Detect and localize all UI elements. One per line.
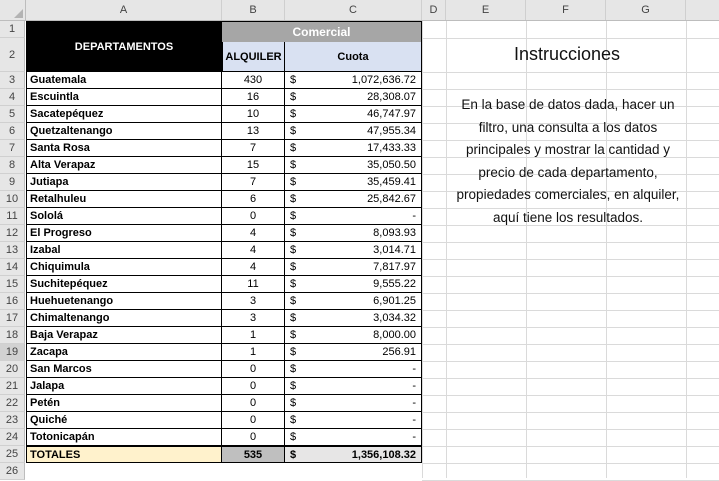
table-cell-alquiler[interactable]: 7 [222, 174, 285, 191]
cuota-value: 256.91 [382, 346, 416, 358]
currency-symbol: $ [290, 295, 297, 307]
currency-symbol: $ [290, 244, 297, 256]
table-cell-alquiler[interactable]: 1 [222, 344, 285, 361]
row-header-12[interactable]: 12 [0, 225, 25, 242]
totals-cuota-value: 1,356,108.32 [351, 449, 416, 461]
cuota-value: 47,955.34 [367, 125, 416, 137]
row-header-18[interactable]: 18 [0, 327, 25, 344]
cuota-value: - [412, 414, 416, 426]
table-cell-cuota[interactable] [285, 242, 422, 259]
gridline-horizontal [422, 242, 719, 243]
row-header-8[interactable]: 8 [0, 157, 25, 174]
select-all-triangle-icon [14, 9, 23, 18]
table-cell-departamento[interactable]: Santa Rosa [26, 140, 222, 157]
row-header-11[interactable]: 11 [0, 208, 25, 225]
table-cell-alquiler[interactable]: 13 [222, 123, 285, 140]
table-cell-departamento[interactable]: Retalhuleu [26, 191, 222, 208]
gridline-horizontal [422, 429, 719, 430]
table-cell-departamento[interactable]: San Marcos [26, 361, 222, 378]
table-cell-alquiler[interactable]: 15 [222, 157, 285, 174]
table-cell-cuota[interactable] [285, 361, 422, 378]
currency-symbol: $ [290, 125, 297, 137]
table-cell-departamento[interactable]: Jutiapa [26, 174, 222, 191]
currency-symbol: $ [290, 210, 297, 222]
currency-symbol: $ [290, 159, 297, 171]
header-comercial-label: Comercial [292, 25, 351, 39]
table-cell-departamento[interactable]: Totonicapán [26, 429, 222, 446]
table-cell-alquiler[interactable]: 11 [222, 276, 285, 293]
gridline-horizontal [422, 327, 719, 328]
totals-alquiler-cell[interactable]: 535 [222, 446, 285, 463]
table-cell-alquiler[interactable]: 0 [222, 412, 285, 429]
table-cell-departamento[interactable]: Sacatepéquez [26, 106, 222, 123]
row-header-19[interactable]: 19 [0, 344, 25, 361]
row-header-5[interactable]: 5 [0, 106, 25, 123]
currency-symbol: $ [290, 431, 297, 443]
currency-symbol: $ [290, 449, 297, 461]
row-header-7[interactable]: 7 [0, 140, 25, 157]
table-cell-departamento[interactable]: Guatemala [26, 72, 222, 89]
gridline-horizontal [422, 395, 719, 396]
column-header-b[interactable]: B [222, 0, 285, 20]
cuota-value: 8,000.00 [373, 329, 416, 341]
table-cell-alquiler[interactable]: 0 [222, 361, 285, 378]
cuota-value: 46,747.97 [367, 108, 416, 120]
row-header-14[interactable]: 14 [0, 259, 25, 276]
table-cell-alquiler[interactable]: 0 [222, 429, 285, 446]
select-all-corner[interactable] [0, 0, 26, 20]
table-cell-cuota[interactable] [285, 293, 422, 310]
cuota-value: - [412, 380, 416, 392]
column-header-a[interactable]: A [26, 0, 222, 20]
table-cell-cuota[interactable] [285, 123, 422, 140]
gridline-horizontal [422, 89, 719, 90]
table-cell-cuota[interactable] [285, 327, 422, 344]
table-cell-departamento[interactable]: Suchitepéquez [26, 276, 222, 293]
cuota-value: 35,459.41 [367, 176, 416, 188]
currency-symbol: $ [290, 142, 297, 154]
table-cell-departamento[interactable]: Izabal [26, 242, 222, 259]
table-cell-alquiler[interactable]: 1 [222, 327, 285, 344]
table-cell-alquiler[interactable]: 0 [222, 378, 285, 395]
table-cell-departamento[interactable]: Sololá [26, 208, 222, 225]
currency-symbol: $ [290, 346, 297, 358]
currency-symbol: $ [290, 193, 297, 205]
cuota-value: 1,072,636.72 [351, 74, 416, 86]
currency-symbol: $ [290, 176, 297, 188]
totals-cuota-cell[interactable] [285, 446, 422, 463]
row-header-13[interactable]: 13 [0, 242, 25, 259]
table-cell-cuota[interactable] [285, 378, 422, 395]
currency-symbol: $ [290, 227, 297, 239]
gridline-horizontal [422, 310, 719, 311]
table-cell-alquiler[interactable]: 430 [222, 72, 285, 89]
row-header-23[interactable]: 23 [0, 412, 25, 429]
header-departamentos-label: DEPARTAMENTOS [74, 41, 174, 53]
cuota-value: 9,555.22 [373, 278, 416, 290]
table-cell-cuota[interactable] [285, 140, 422, 157]
row-header-3[interactable]: 3 [0, 72, 25, 89]
header-alquiler-label: ALQUILER [225, 51, 282, 63]
cuota-value: 17,433.33 [367, 142, 416, 154]
table-cell-departamento[interactable]: Chiquimula [26, 259, 222, 276]
column-header-e[interactable]: E [446, 0, 526, 20]
gridline-horizontal [422, 38, 719, 39]
table-cell-cuota[interactable] [285, 412, 422, 429]
row-header-26[interactable]: 26 [0, 463, 25, 480]
row-header-25[interactable]: 25 [0, 446, 25, 463]
table-cell-departamento[interactable]: Quetzaltenango [26, 123, 222, 140]
currency-symbol: $ [290, 397, 297, 409]
row-header-1[interactable]: 1 [0, 21, 25, 38]
gridline-horizontal [422, 72, 719, 73]
header-alquiler[interactable] [222, 42, 285, 72]
row-header-6[interactable]: 6 [0, 123, 25, 140]
cuota-value: 35,050.50 [367, 159, 416, 171]
header-comercial[interactable] [222, 21, 422, 42]
column-header-g[interactable]: G [606, 0, 686, 20]
row-header-24[interactable]: 24 [0, 429, 25, 446]
table-cell-cuota[interactable] [285, 276, 422, 293]
cuota-value: - [412, 431, 416, 443]
table-cell-cuota[interactable] [285, 174, 422, 191]
table-cell-departamento[interactable]: Alta Verapaz [26, 157, 222, 174]
row-header-16[interactable]: 16 [0, 293, 25, 310]
row-header-22[interactable]: 22 [0, 395, 25, 412]
table-cell-departamento[interactable]: Baja Verapaz [26, 327, 222, 344]
table-cell-alquiler[interactable]: 0 [222, 395, 285, 412]
table-cell-cuota[interactable] [285, 89, 422, 106]
instructions-title: Instrucciones [513, 44, 621, 64]
table-cell-departamento[interactable]: Huehuetenango [26, 293, 222, 310]
row-header-4[interactable]: 4 [0, 89, 25, 106]
table-cell-alquiler[interactable]: 4 [222, 259, 285, 276]
table-cell-cuota[interactable] [285, 157, 422, 174]
column-header-f[interactable]: F [526, 0, 606, 20]
currency-symbol: $ [290, 91, 297, 103]
currency-symbol: $ [290, 312, 297, 324]
table-cell-alquiler[interactable]: 3 [222, 310, 285, 327]
currency-symbol: $ [290, 108, 297, 120]
gridline-horizontal [422, 293, 719, 294]
row-header-2[interactable]: 2 [0, 38, 25, 72]
row-header-20[interactable]: 20 [0, 361, 25, 378]
currency-symbol: $ [290, 363, 297, 375]
totals-label-cell[interactable]: TOTALES [26, 446, 222, 463]
header-cuota[interactable] [285, 42, 422, 72]
cuota-value: 28,308.07 [367, 91, 416, 103]
table-cell-cuota[interactable] [285, 310, 422, 327]
gridline-horizontal [422, 412, 719, 413]
currency-symbol: $ [290, 414, 297, 426]
table-cell-departamento[interactable]: Jalapa [26, 378, 222, 395]
table-cell-cuota[interactable] [285, 429, 422, 446]
row-header-10[interactable]: 10 [0, 191, 25, 208]
cuota-value: 8,093.93 [373, 227, 416, 239]
cuota-value: 3,014.71 [373, 244, 416, 256]
row-header-9[interactable]: 9 [0, 174, 25, 191]
cuota-value: 25,842.67 [367, 193, 416, 205]
table-cell-cuota[interactable] [285, 208, 422, 225]
header-departamentos[interactable] [26, 21, 222, 72]
table-cell-departamento[interactable]: Zacapa [26, 344, 222, 361]
table-cell-alquiler[interactable]: 7 [222, 140, 285, 157]
table-cell-alquiler[interactable]: 4 [222, 242, 285, 259]
currency-symbol: $ [290, 380, 297, 392]
table-cell-cuota[interactable] [285, 259, 422, 276]
cuota-value: - [412, 363, 416, 375]
row-header-15[interactable]: 15 [0, 276, 25, 293]
table-cell-departamento[interactable]: Chimaltenango [26, 310, 222, 327]
gridline-horizontal [422, 259, 719, 260]
column-header-c[interactable]: C [285, 0, 422, 20]
instructions-body: En la base de datos dada, hacer un filtro, una consulta a los datos principales y mostrar la cantidad y precio de cada departamento, propiedades comerciales, en alquiler, aquí tiene los resultados. [456, 97, 680, 225]
gridline-horizontal [422, 344, 719, 345]
gridline-horizontal [422, 276, 719, 277]
gridline-horizontal [422, 446, 719, 447]
table-cell-alquiler[interactable]: 4 [222, 225, 285, 242]
gridline-horizontal [422, 361, 719, 362]
cuota-value: - [412, 210, 416, 222]
table-cell-alquiler[interactable]: 0 [222, 208, 285, 225]
table-cell-departamento[interactable]: Quiché [26, 412, 222, 429]
currency-symbol: $ [290, 261, 297, 273]
row-header-17[interactable]: 17 [0, 310, 25, 327]
table-cell-cuota[interactable] [285, 72, 422, 89]
cuota-value: 7,817.97 [373, 261, 416, 273]
currency-symbol: $ [290, 278, 297, 290]
column-header-d[interactable]: D [422, 0, 446, 20]
gridline-horizontal [422, 378, 719, 379]
table-cell-cuota[interactable] [285, 344, 422, 361]
currency-symbol: $ [290, 74, 297, 86]
table-cell-alquiler[interactable]: 3 [222, 293, 285, 310]
currency-symbol: $ [290, 329, 297, 341]
table-cell-cuota[interactable] [285, 225, 422, 242]
table-cell-departamento[interactable]: El Progreso [26, 225, 222, 242]
header-cuota-label: Cuota [337, 51, 369, 63]
table-cell-departamento[interactable]: Escuintla [26, 89, 222, 106]
table-cell-departamento[interactable]: Petén [26, 395, 222, 412]
cuota-value: - [412, 397, 416, 409]
table-cell-alquiler[interactable]: 16 [222, 89, 285, 106]
table-cell-alquiler[interactable]: 6 [222, 191, 285, 208]
cuota-value: 6,901.25 [373, 295, 416, 307]
table-cell-cuota[interactable] [285, 106, 422, 123]
table-cell-cuota[interactable] [285, 395, 422, 412]
table-cell-alquiler[interactable]: 10 [222, 106, 285, 123]
row-header-21[interactable]: 21 [0, 378, 25, 395]
cuota-value: 3,034.32 [373, 312, 416, 324]
gridline-horizontal [422, 463, 719, 464]
table-cell-cuota[interactable] [285, 191, 422, 208]
